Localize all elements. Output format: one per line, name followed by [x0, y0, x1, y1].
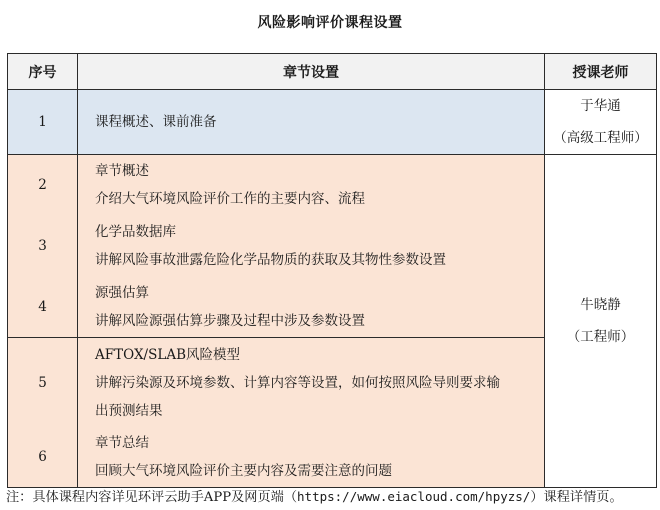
chapter-heading: AFTOX/SLAB风险模型	[95, 346, 240, 363]
row-number: 4	[8, 277, 78, 338]
chapter-line: 课程概述、课前准备	[95, 114, 217, 130]
table-row	[8, 155, 657, 216]
page-title: 风险影响评价课程设置	[257, 15, 403, 31]
row-number: 5	[8, 338, 78, 428]
chapter-line: 回顾大气环境风险评价主要内容及需要注意的问题	[95, 463, 392, 480]
header-teacher: 授课老师	[545, 54, 657, 90]
table-header-row	[8, 54, 657, 90]
table-row	[8, 90, 657, 155]
chapter-line: 讲解污染源及环境参数、计算内容等设置，如何按照风险导则要求输	[95, 374, 500, 391]
course-link[interactable]: https://www.eiacloud.com/hpyzs/	[297, 489, 531, 504]
chapter-line: 出预测结果	[95, 402, 163, 419]
chapter-line: 讲解风险源强估算步骤及过程中涉及参数设置	[95, 312, 365, 329]
chapter-line: 讲解风险事故泄露危险化学品物质的获取及其物性参数设置	[95, 252, 446, 268]
teacher-name: 于华通	[580, 98, 621, 114]
row-number: 2	[8, 155, 78, 216]
chapter-heading: 源强估算	[95, 284, 149, 301]
header-no: 序号	[8, 54, 78, 90]
footnote-prefix: 注：具体课程内容详见环评云助手APP及网页端（	[6, 490, 298, 505]
chapter-cell	[78, 90, 545, 155]
chapter-heading: 化学品数据库	[95, 224, 176, 240]
row-number: 6	[8, 428, 78, 488]
chapter-cell	[78, 428, 545, 488]
row-number: 1	[8, 90, 78, 155]
chapter-heading: 章节总结	[95, 435, 149, 452]
teacher-cell	[545, 90, 657, 155]
teacher-cell	[545, 155, 657, 488]
chapter-cell	[78, 338, 545, 428]
header-chapter: 章节设置	[78, 54, 545, 90]
chapter-cell	[78, 216, 545, 277]
course-table	[7, 53, 657, 488]
teacher-name: 牛晓静	[580, 297, 621, 313]
chapter-line: 介绍大气环境风险评价工作的主要内容、流程	[95, 191, 365, 208]
chapter-heading: 章节概述	[95, 163, 149, 180]
footnote	[6, 486, 658, 505]
chapter-cell	[78, 155, 545, 216]
chapter-cell	[78, 277, 545, 338]
teacher-title: （工程师）	[566, 329, 635, 345]
footnote-suffix: ）课程详情页。	[530, 490, 623, 505]
row-number: 3	[8, 216, 78, 277]
teacher-title: （高级工程师）	[553, 130, 648, 146]
